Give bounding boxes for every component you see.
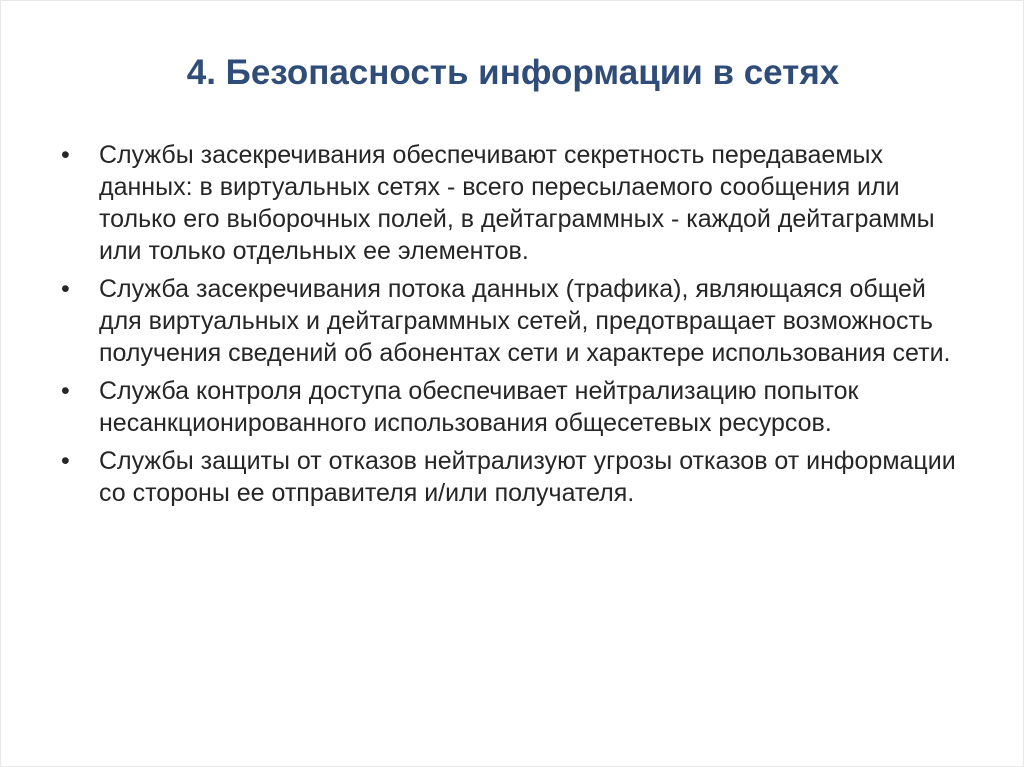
bullet-marker: • xyxy=(61,275,70,303)
bullet-item xyxy=(61,375,971,439)
bullet-marker: • xyxy=(61,141,70,169)
bullet-text: Службы засекречивания обеспечивают секретность передаваемых данных: в виртуальных сетях - всего пересылаемого сообщения или только его выборочных полей, в дейтаграммных - каждой дейтаграммы или только отдельных ее элементов. xyxy=(99,141,935,265)
bullet-list xyxy=(61,139,971,515)
bullet-marker: • xyxy=(61,447,70,475)
bullet-item xyxy=(61,273,971,369)
bullet-item xyxy=(61,445,971,509)
bullet-item xyxy=(61,139,971,267)
bullet-text: Служба засекречивания потока данных (трафика), являющаяся общей для виртуальных и дейтаграммных сетей, предотвращает возможность получения сведений об абонентах сети и характере использования сети. xyxy=(99,275,951,367)
bullet-marker: • xyxy=(61,377,70,405)
bullet-text: Служба контроля доступа обеспечивает нейтрализацию попыток несанкционированного использования общесетевых ресурсов. xyxy=(99,377,859,437)
slide-title: 4. Безопасность информации в сетях xyxy=(186,53,840,92)
bullet-text: Службы защиты от отказов нейтрализуют угрозы отказов от информации со стороны ее отправителя и/или получателя. xyxy=(99,447,956,507)
